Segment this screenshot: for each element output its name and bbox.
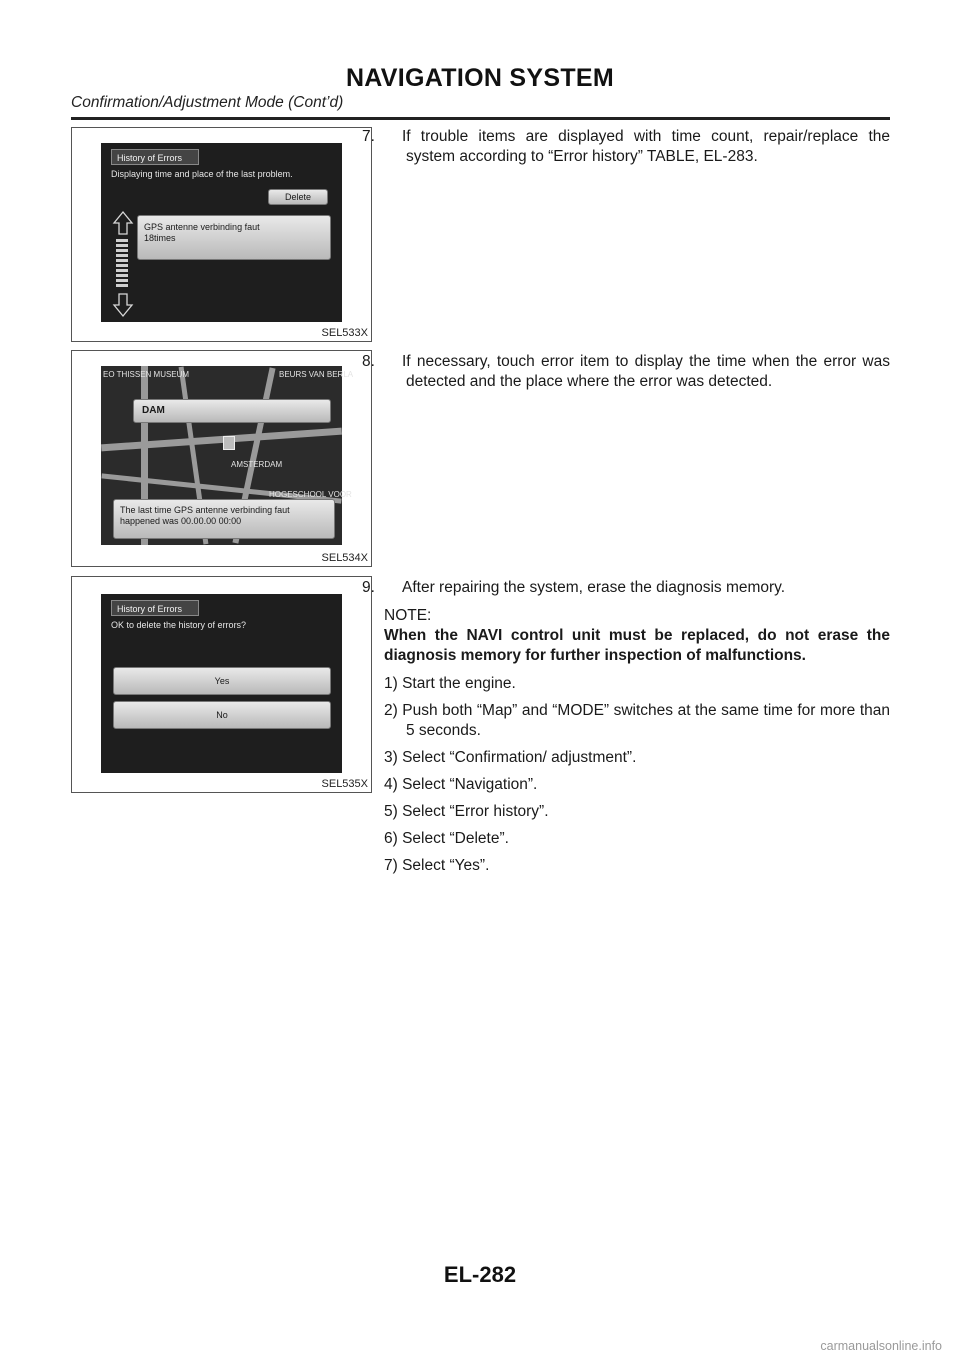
error-info-panel[interactable] (113, 499, 335, 539)
screen-title-bar: History of Errors (111, 600, 199, 616)
substep: 7) Select “Yes”. (384, 857, 490, 874)
error-item-label: GPS antenne verbinding faut (144, 222, 260, 232)
nav-screen-delete-confirm (101, 594, 342, 773)
map-label: AMSTERDAM (231, 460, 283, 469)
step-number: 7. (362, 128, 375, 145)
screen-message: OK to delete the history of errors? (111, 620, 247, 630)
step-9-block (362, 578, 890, 883)
error-info-line: happened was 00.00.00 00:00 (120, 516, 242, 526)
step-text: After repairing the system, erase the diagnosis memory. (402, 579, 786, 596)
screen-message: Displaying time and place of the last problem. (111, 169, 293, 179)
map-road (101, 428, 342, 452)
place-name: DAM (142, 405, 165, 416)
nav-screen-map (101, 366, 354, 545)
map-label: EO THISSEN MUSEUM (103, 370, 190, 379)
error-info-line: The last time GPS antenne verbinding faut (120, 505, 290, 515)
watermark: carmanualsonline.info (820, 1339, 942, 1353)
substep: 2) Push both “Map” and “MODE” switches at the same time for more than 5 seconds. (384, 702, 890, 739)
screen-title-bar: History of Errors (111, 149, 199, 165)
header-divider (71, 117, 890, 120)
scroll-up-arrow-icon[interactable] (113, 211, 133, 235)
figure-code: SEL534X (321, 552, 368, 564)
figure-sel533x (71, 127, 372, 342)
step-8 (362, 352, 890, 392)
substep: 3) Select “Confirmation/ adjustment”. (384, 749, 637, 766)
delete-button[interactable]: Delete (268, 189, 328, 205)
yes-button[interactable]: Yes (113, 667, 331, 695)
figure-code: SEL535X (321, 778, 368, 790)
substep: 1) Start the engine. (384, 675, 516, 692)
map-position-marker-icon (223, 436, 235, 450)
figure-sel535x (71, 576, 372, 793)
step-9 (362, 578, 890, 598)
step-number: 9. (362, 579, 375, 596)
error-item-button[interactable] (137, 215, 331, 260)
step-text: If trouble items are displayed with time count, repair/replace the system according to “Error history” TABLE, EL-283. (402, 128, 890, 165)
substep: 5) Select “Error history”. (384, 803, 549, 820)
figure-code: SEL533X (321, 327, 368, 339)
page-subtitle: Confirmation/Adjustment Mode (Cont’d) (71, 94, 344, 111)
step-number: 8. (362, 353, 375, 370)
step-8-block (362, 352, 890, 400)
note-text: When the NAVI control unit must be replaced, do not erase the diagnosis memory for further inspection of malfunctions. (384, 627, 890, 664)
step-text: If necessary, touch error item to display the time when the error was detected and the place where the error was detected. (402, 353, 890, 390)
map-label: HOGESCHOOL VOOR (269, 490, 352, 499)
substep: 4) Select “Navigation”. (384, 776, 538, 793)
step-7 (362, 127, 890, 167)
map-label: BEURS VAN BERLA (279, 370, 354, 379)
page-title: NAVIGATION SYSTEM (345, 64, 615, 92)
page-number: EL-282 (443, 1262, 517, 1287)
nav-screen-error-history (101, 143, 342, 322)
substep: 6) Select “Delete”. (384, 830, 509, 847)
note-label: NOTE: (384, 607, 432, 624)
no-button[interactable]: No (113, 701, 331, 729)
place-name-panel[interactable] (133, 399, 331, 423)
step-7-block (362, 127, 890, 175)
error-item-count: 18times (144, 233, 176, 243)
figure-sel534x (71, 350, 372, 567)
scroll-down-arrow-icon[interactable] (113, 293, 133, 317)
scroll-track[interactable] (116, 239, 128, 289)
